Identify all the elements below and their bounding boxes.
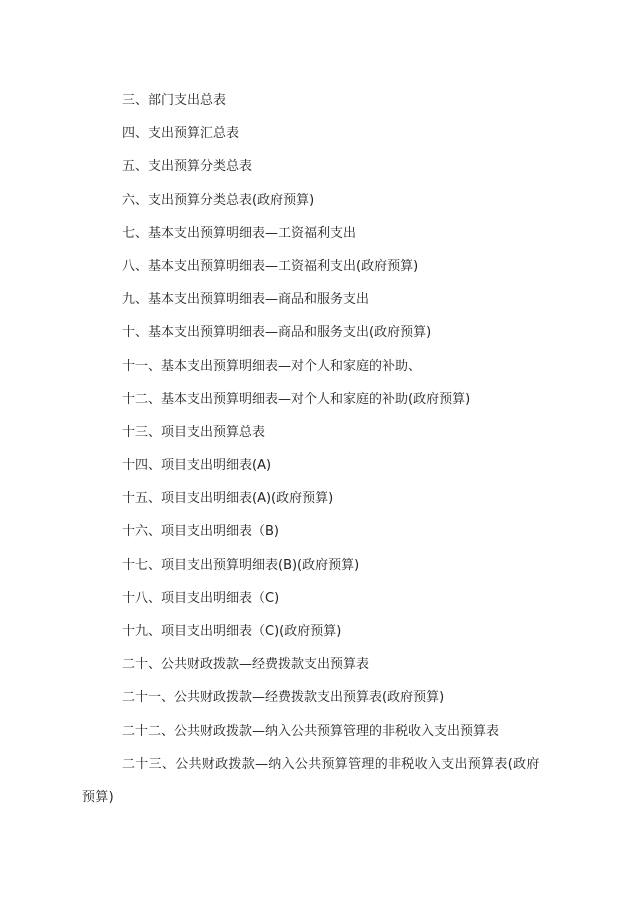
list-item: 十九、项目支出明细表（C)(政府预算) [122,624,342,639]
list-item: 二十、公共财政拨款—经费拨款支出预算表 [122,657,370,673]
list-item: 十三、项目支出预算总表 [122,424,266,440]
list-item: 二十二、公共财政拨款—纳入公共预算管理的非税收入支出预算表 [122,723,500,739]
list-item: 二十三、公共财政拨款—纳入公共预算管理的非税收入支出预算表(政府预算) [82,756,540,805]
list-item: 九、基本支出预算明细表—商品和服务支出 [122,292,370,308]
list-item: 二十一、公共财政拨款—经费拨款支出预算表(政府预算) [122,690,445,706]
list-item: 十六、项目支出明细表（B) [122,524,279,540]
list-item: 五、支出预算分类总表 [122,159,253,175]
list-item: 八、基本支出预算明细表—工资福利支出(政府预算) [122,258,419,274]
list-item: 十七、项目支出预算明细表(B)(政府预算) [122,557,360,573]
list-item: 四、支出预算汇总表 [122,126,240,142]
list-item: 三、部门支出总表 [122,93,227,108]
list-item: 七、基本支出预算明细表—工资福利支出 [122,225,357,241]
list-item: 十、基本支出预算明细表—商品和服务支出(政府预算) [122,325,432,341]
list-item: 十四、项目支出明细表(A) [122,458,272,474]
table-of-contents-list [82,84,552,814]
list-item: 六、支出预算分类总表(政府预算) [122,192,315,208]
list-item: 十一、基本支出预算明细表—对个人和家庭的补助、 [122,358,422,374]
list-item: 十五、项目支出明细表(A)(政府预算) [122,491,334,507]
list-item: 十八、项目支出明细表（C) [122,590,280,606]
list-item: 十二、基本支出预算明细表—对个人和家庭的补助(政府预算) [122,391,471,407]
